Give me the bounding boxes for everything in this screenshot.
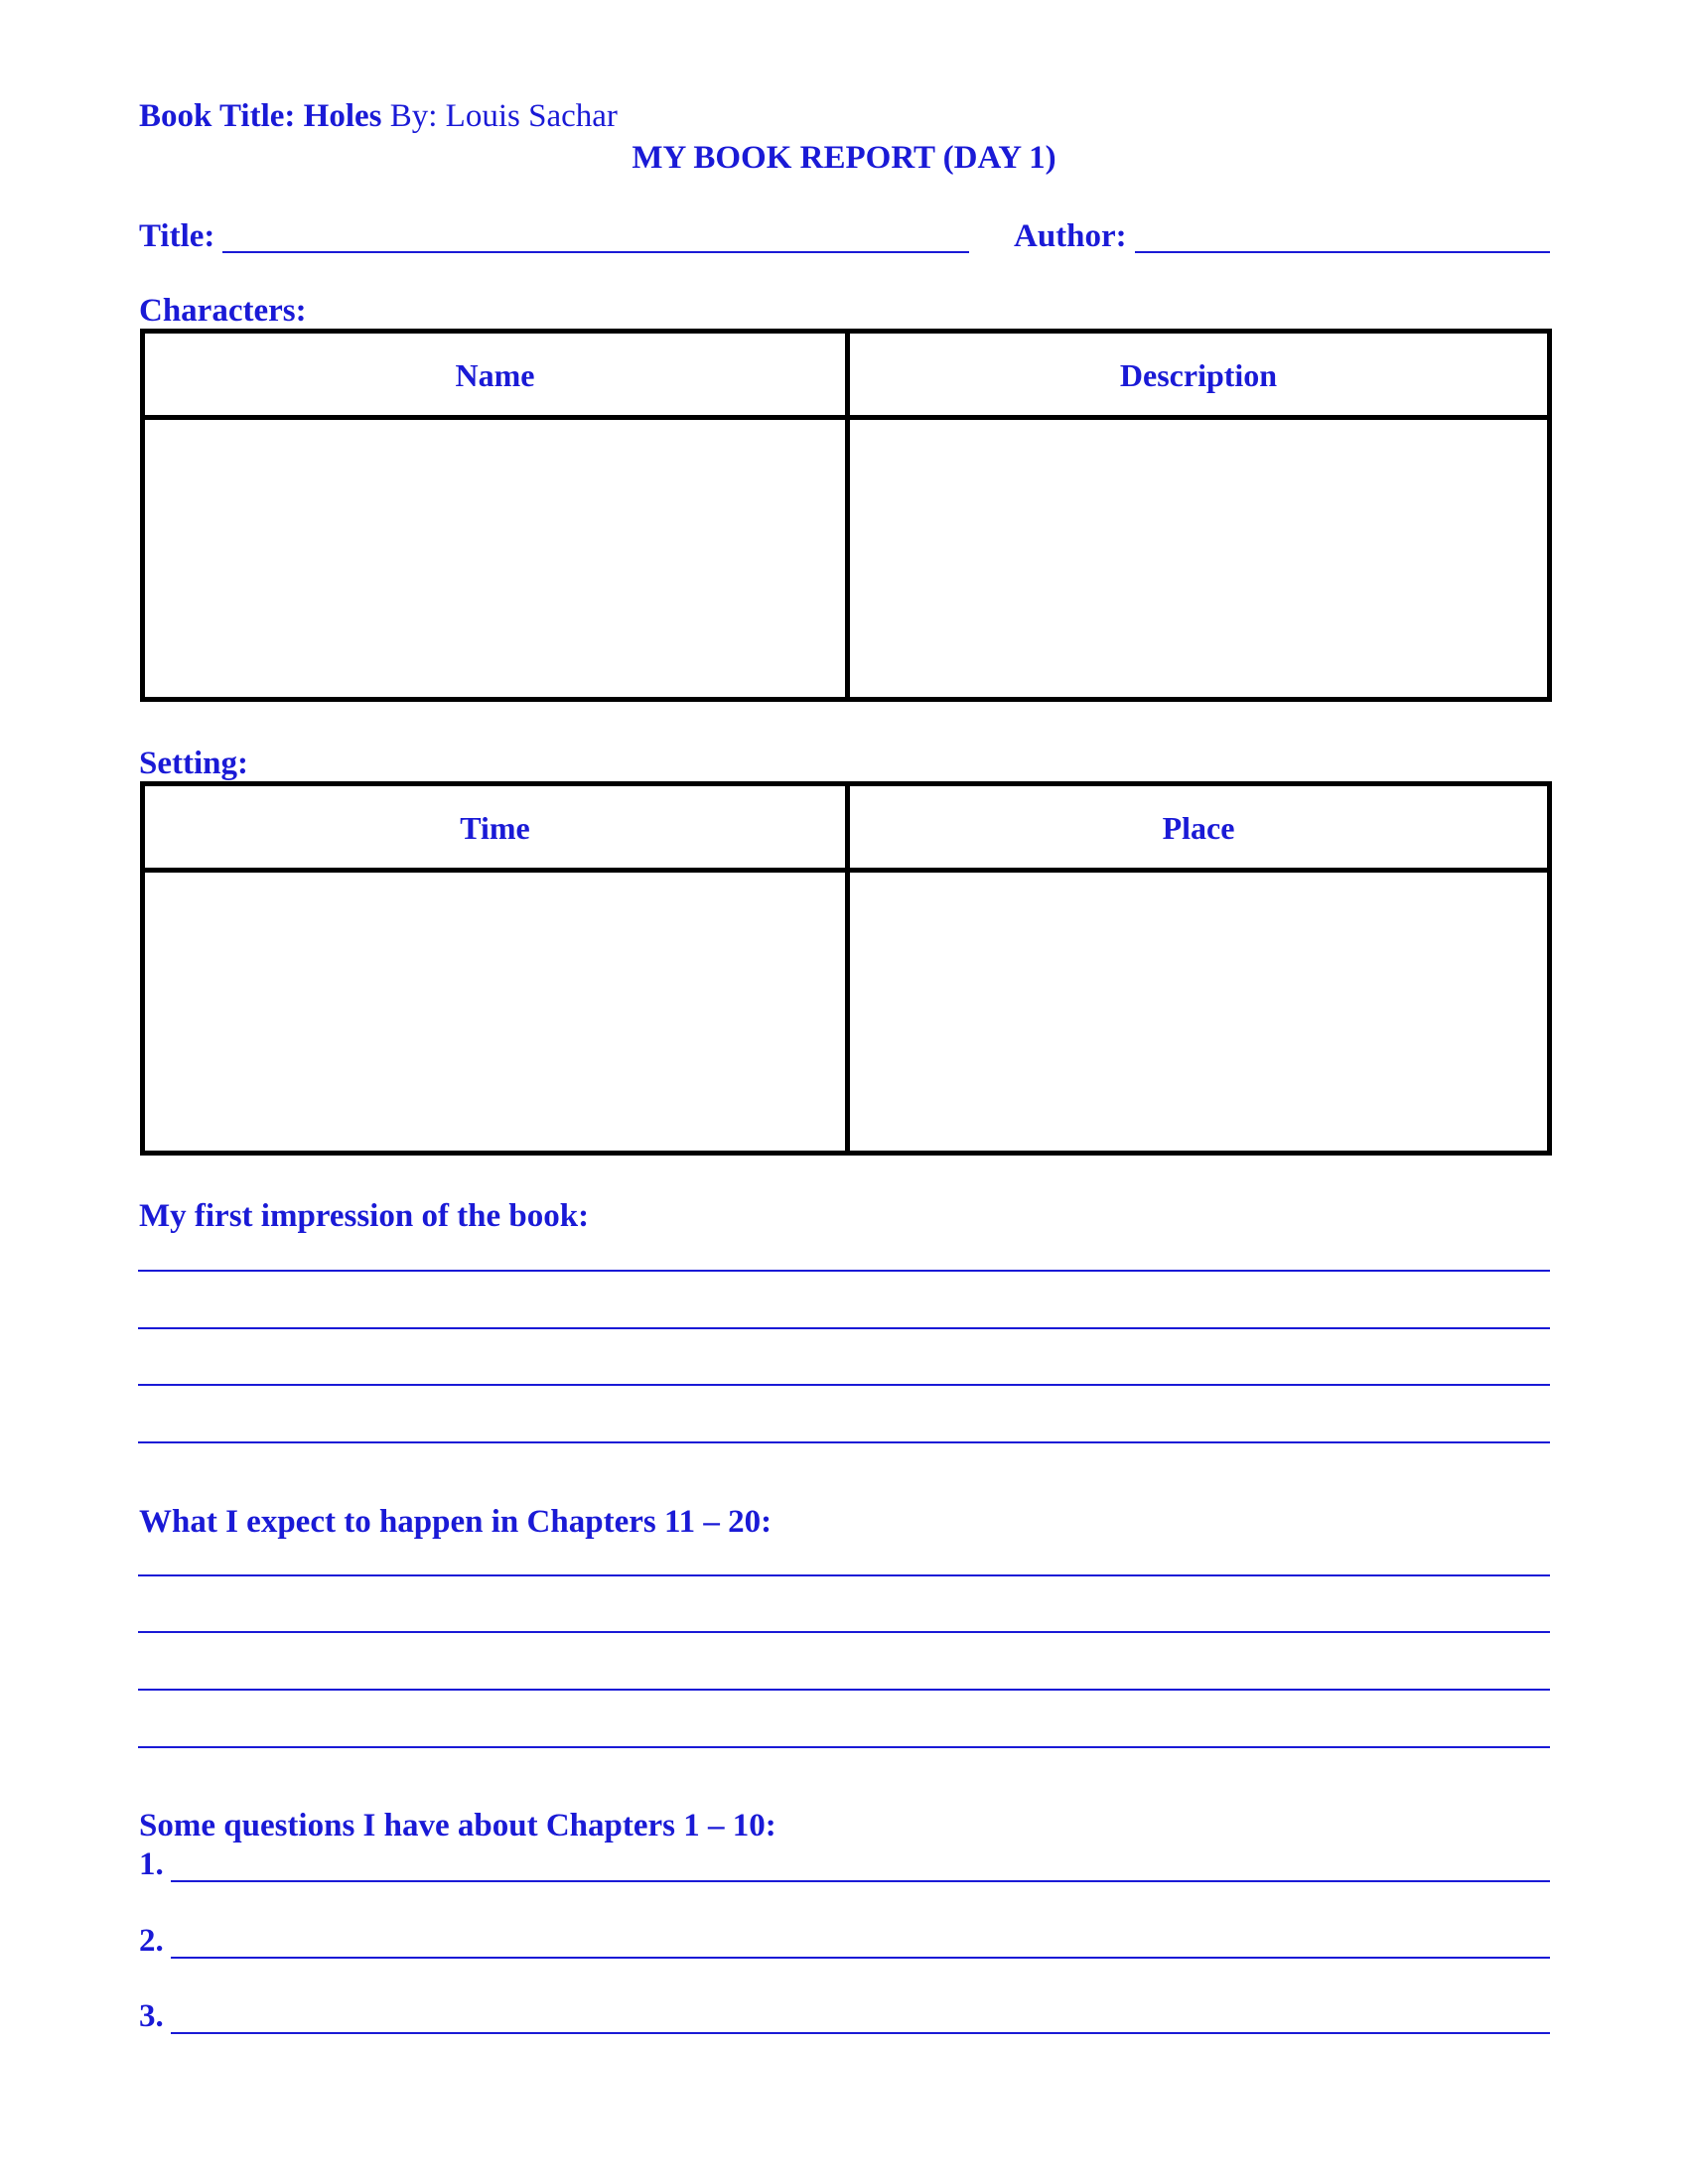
book-title-line <box>139 100 618 133</box>
author-label: Author: <box>1014 218 1127 254</box>
place-cell[interactable] <box>850 873 1547 1151</box>
title-label: Title: <box>139 218 215 254</box>
book-title-label: Book Title: <box>139 98 296 134</box>
question-number-1: 1. <box>139 1846 164 1882</box>
characters-table <box>140 329 1552 702</box>
expectation-line-2[interactable] <box>138 1631 1550 1633</box>
questions-label: Some questions I have about Chapters 1 – 10: <box>139 1808 776 1843</box>
column-header-name: Name <box>455 357 535 393</box>
author-field[interactable] <box>1135 251 1550 253</box>
column-header-place: Place <box>1162 810 1235 846</box>
expectation-line-1[interactable] <box>138 1574 1550 1576</box>
characters-label: Characters: <box>139 293 307 329</box>
column-header-description: Description <box>1119 357 1278 393</box>
impression-line-2[interactable] <box>138 1327 1550 1329</box>
impression-line-1[interactable] <box>138 1270 1550 1272</box>
setting-label: Setting: <box>139 746 248 781</box>
author-value: Louis Sachar <box>445 98 618 134</box>
report-title: MY BOOK REPORT (DAY 1) <box>632 140 1056 176</box>
setting-table <box>140 781 1552 1156</box>
title-field[interactable] <box>222 251 969 253</box>
impression-label: My first impression of the book: <box>139 1198 590 1234</box>
by-label: By: <box>389 98 438 134</box>
expectation-line-3[interactable] <box>138 1689 1550 1691</box>
time-cell[interactable] <box>145 873 845 1151</box>
impression-line-3[interactable] <box>138 1384 1550 1386</box>
question-number-3: 3. <box>139 1998 164 2034</box>
book-title-value: Holes <box>303 98 382 134</box>
expectation-line-4[interactable] <box>138 1746 1550 1748</box>
question-field-1[interactable] <box>171 1880 1550 1882</box>
question-field-2[interactable] <box>171 1957 1550 1959</box>
impression-line-4[interactable] <box>138 1441 1550 1443</box>
name-cell[interactable] <box>145 420 845 697</box>
question-field-3[interactable] <box>171 2032 1550 2034</box>
column-header-time: Time <box>460 810 530 846</box>
description-cell[interactable] <box>850 420 1547 697</box>
expectation-label: What I expect to happen in Chapters 11 – 20: <box>139 1504 773 1540</box>
question-number-2: 2. <box>139 1923 164 1959</box>
